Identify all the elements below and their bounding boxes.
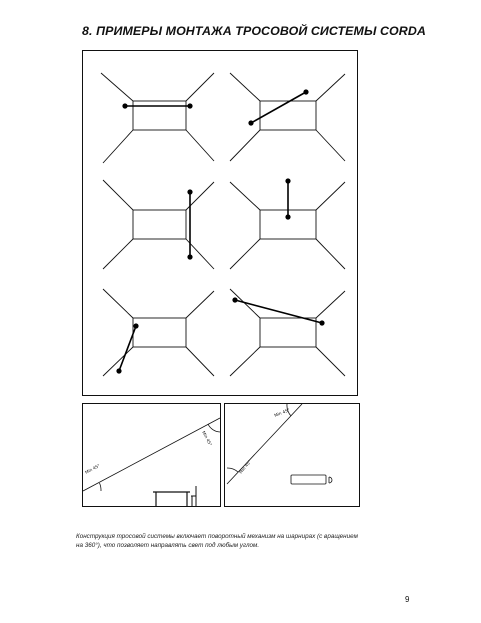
angle-label-bottom: Min 45°	[84, 462, 101, 475]
angle-arc-bottom	[227, 468, 238, 472]
room-5	[103, 289, 214, 376]
page-number: 9	[405, 595, 410, 604]
cable-room-1	[123, 104, 192, 108]
cable-diagonal	[83, 418, 220, 491]
chair-icon	[191, 486, 196, 507]
side-view-left-svg	[83, 404, 222, 508]
cable-room-6	[233, 298, 324, 325]
room-3	[103, 180, 214, 269]
side-view-left	[82, 403, 221, 507]
angle-label-top: Min 45°	[201, 430, 214, 447]
room-2	[230, 73, 345, 161]
room-1	[101, 73, 214, 163]
mounting-examples-svg	[83, 51, 359, 397]
angle-label-top: Min 45°	[273, 407, 291, 418]
cable-room-5	[117, 324, 138, 373]
cable-room-3	[188, 190, 192, 259]
page-title: 8. ПРИМЕРЫ МОНТАЖА ТРОСОВОЙ СИСТЕМЫ CORDA	[82, 24, 426, 38]
caption-line-1: Конструкция тросовой системы включает поворотный механизм на шарнирах (с вращением	[76, 533, 358, 540]
cable-room-4	[286, 179, 290, 219]
side-view-right	[224, 403, 360, 507]
angle-arc-top	[208, 424, 220, 432]
side-view-right-svg	[225, 404, 361, 508]
angle-arc-bottom	[100, 483, 102, 491]
mounting-examples-diagram	[82, 50, 358, 396]
room-6	[230, 289, 345, 376]
luminaire-icon	[291, 475, 332, 484]
angle-label-bottom: Min 45°	[237, 459, 253, 475]
caption-line-2: на 360°), что позволяет направлять свет под любым углом.	[76, 542, 260, 549]
table-icon	[153, 492, 190, 507]
cable-room-2	[249, 90, 308, 125]
caption	[76, 532, 376, 550]
